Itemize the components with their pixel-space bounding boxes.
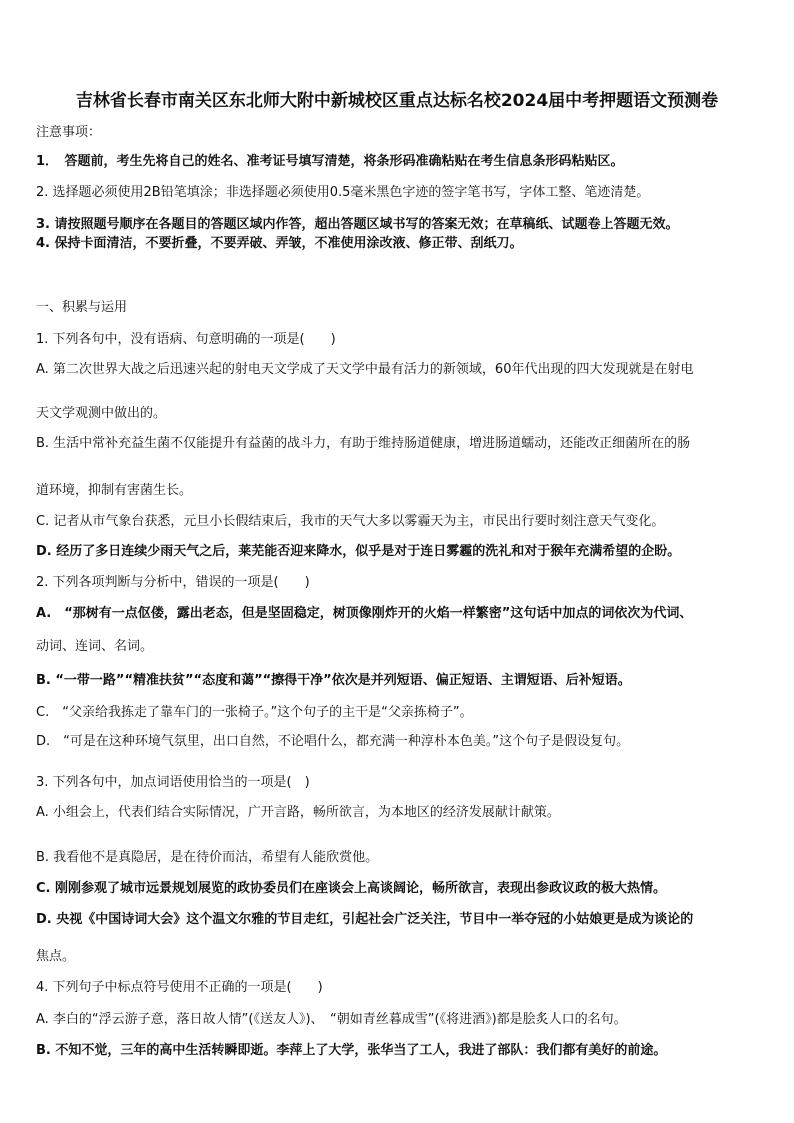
q3-option-d-line2: 焦点。 [36,949,76,964]
q2-option-c: C. “父亲给我拣走了靠车门的一张椅子。”这个句子的主干是“父亲拣椅子”。 [36,705,473,720]
q3-option-d-line1: D. 央视《中国诗词大会》这个温文尔雅的节目走红，引起社会广泛关注，节目中一举夺冠的小姑娘更是成为谈论的 [36,912,694,927]
q1-option-b-line1: B. 生活中常补充益生菌不仅能提升有益菌的战斗力，有助于维持肠道健康，增进肠道蠕动，还能改正细菌所在的肠 [36,436,691,451]
q1-option-b-line2: 道环境，抑制有害菌生长。 [36,483,193,498]
q4-option-b: B. 不知不觉，三年的高中生活转瞬即逝。李萍上了大学，张华当了工人，我进了部队：我们都有美好的前途。 [36,1043,667,1058]
notice-item-3: 3. 请按照题号顺序在各题目的答题区域内作答，超出答题区域书写的答案无效；在草稿纸、试题卷上答题无效。 [36,217,679,232]
notice-item-1: 1． 答题前，考生先将自己的姓名、准考证号填写清楚，将条形码准确粘贴在考生信息条形码粘贴区。 [36,154,624,169]
q2-stem: 2. 下列各项判断与分析中，错误的一项是( ) [36,575,310,590]
q2-option-b: B. “一带一路”“精准扶贫”“态度和蔼”“擦得干净”依次是并列短语、偏正短语、主谓短语、后补短语。 [36,673,631,688]
q1-option-a-line2: 天文学观测中做出的。 [36,406,167,421]
q4-option-a: A. 李白的“浮云游子意，落日故人情”(《送友人》)、 “朝如青丝暮成雪”(《将进酒》)都是脍炙人口的名句。 [36,1012,627,1027]
q3-option-b: B. 我看他不是真隐居，是在待价而沽，希望有人能欣赏他。 [36,850,379,865]
notice-item-2: 2. 选择题必须使用2B铅笔填涂；非选择题必须使用0.5毫米黑色字迹的签字笔书写，字体工整、笔迹清楚。 [36,185,650,200]
q2-option-a-line2: 动词、连词、名词。 [36,639,154,654]
q2-option-d: D. “可是在这种环境气氛里，出口自然，不论唱什么，都充满一种淳朴本色美。”这个句子是假设复句。 [36,734,630,749]
notice-heading: 注意事项： [36,125,102,140]
q3-option-a: A. 小组会上，代表们结合实际情况，广开言路，畅所欲言，为本地区的经济发展献计献策。 [36,805,560,820]
q4-stem: 4. 下列句子中标点符号使用不正确的一项是( ) [36,980,323,995]
q3-option-c: C. 刚刚参观了城市远景规划展览的政协委员们在座谈会上高谈阔论，畅所欲言，表现出参政议政的极大热情。 [36,881,667,896]
q1-option-d: D. 经历了多日连续少雨天气之后，莱芜能否迎来降水，似乎是对于连日雾霾的洗礼和对于猴年充满希望的企盼。 [36,544,681,559]
q2-option-a-line1: A. “那树有一点伛偻，露出老态，但是坚固稳定，树顶像刚炸开的火焰一样繁密”这句话中加点的词依次为代词、 [36,606,693,621]
q1-stem: 1. 下列各句中，没有语病、句意明确的一项是( ) [36,332,336,347]
q3-stem: 3. 下列各句中，加点词语使用恰当的一项是( ) [36,775,310,790]
q1-option-a-line1: A. 第二次世界大战之后迅速兴起的射电天文学成了天文学中最有活力的新领域，60年代出现的四大发现就是在射电 [36,362,694,377]
q1-option-c: C. 记者从市气象台获悉，元旦小长假结束后，我市的天气大多以雾霾天为主，市民出行要时刻注意天气变化。 [36,514,665,529]
notice-item-4: 4. 保持卡面清洁，不要折叠，不要弄破、弄皱，不准使用涂改液、修正带、刮纸刀。 [36,236,523,251]
section-heading: 一、积累与运用 [36,300,128,315]
document-title: 吉林省长春市南关区东北师大附中新城校区重点达标名校2024届中考押题语文预测卷 [75,91,719,111]
